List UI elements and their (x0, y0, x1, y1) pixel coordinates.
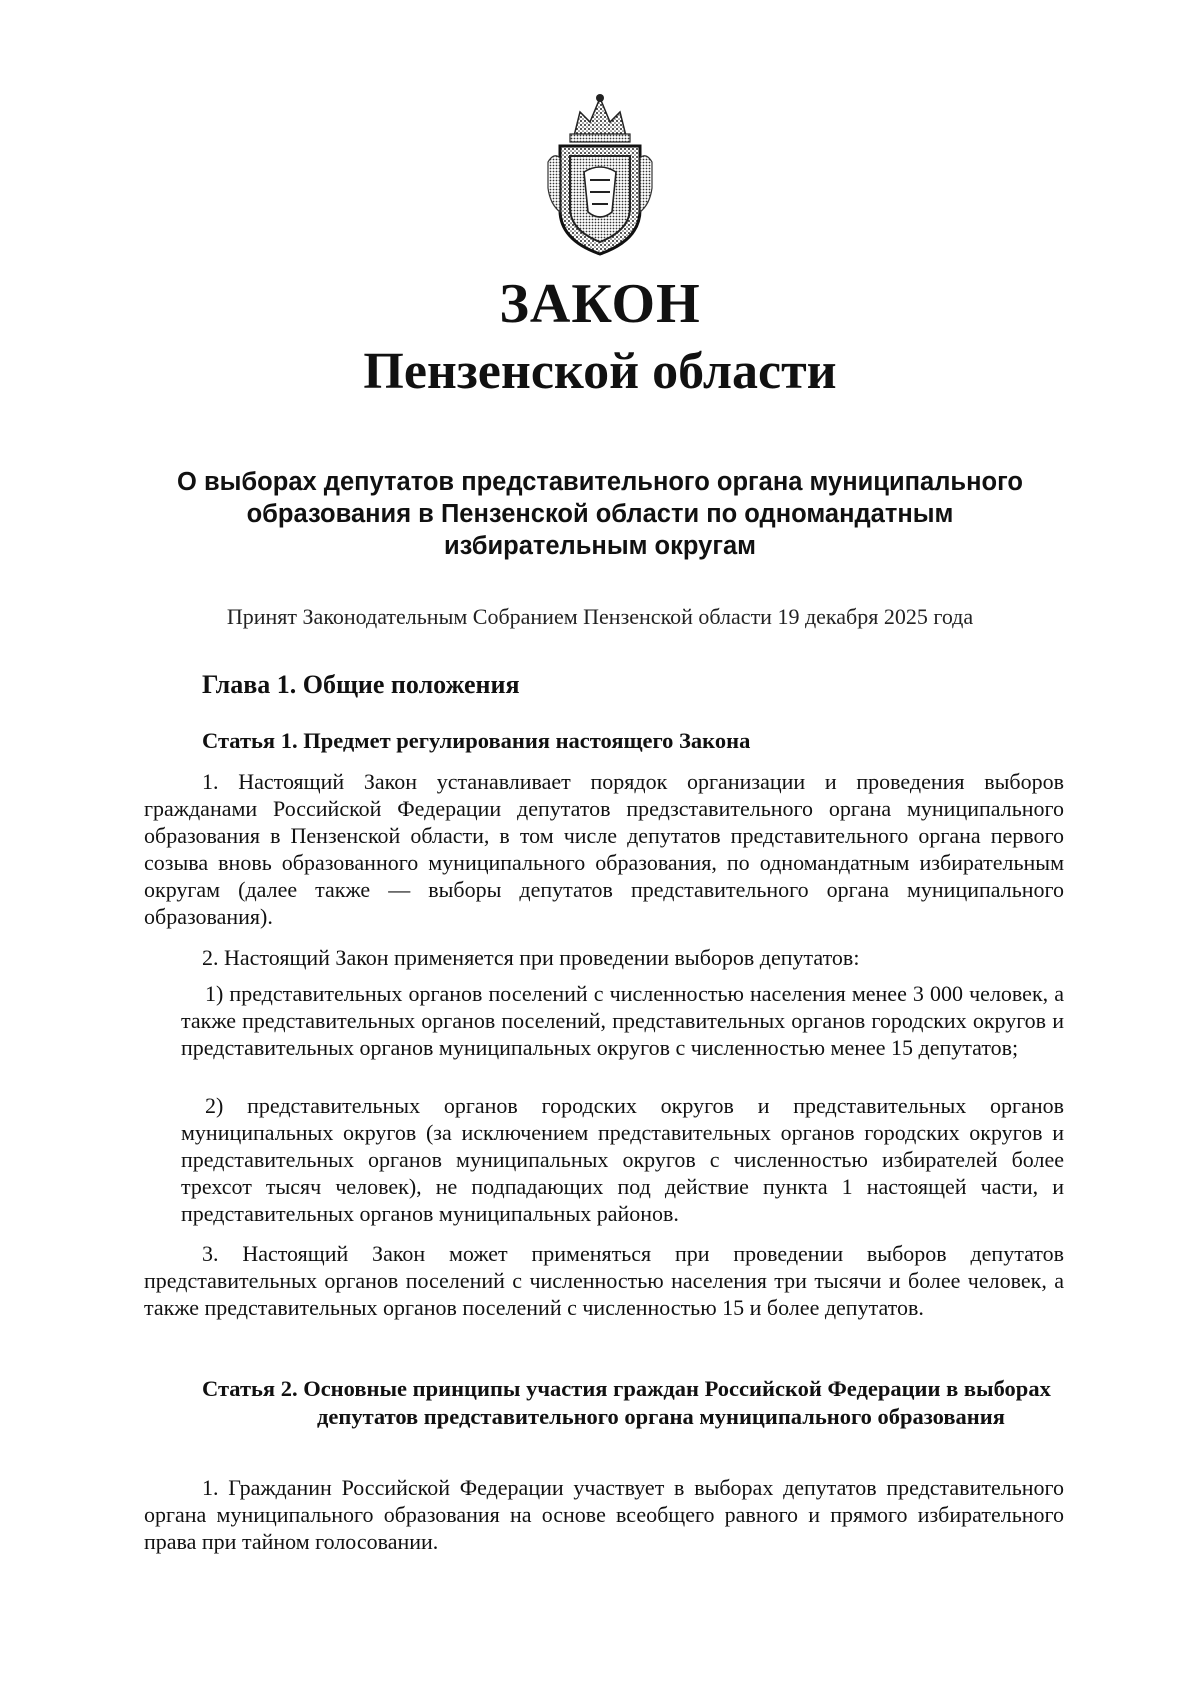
article-1-subpoint-2: 2) представительных органов городских округов и представительных органов муниципальных округов (за исключением представительных органов городских округов и представительных органов муниципальных округов с численностью избирателей более трехсот тысяч человек), не подпадающих под действие пункта 1 настоящей части, и представительных органов муниципальных районов. (181, 1093, 1064, 1226)
article-1-paragraph-2: 2. Настоящий Закон применяется при проведении выборов депутатов: (202, 945, 860, 970)
article-2-paragraph-1: 1. Гражданин Российской Федерации участвует в выборах депутатов представительного органа муниципального образования на основе всеобщего равного и прямого избирательного права при тайном голосовании. (144, 1475, 1064, 1554)
article-1-paragraph-1: 1. Настоящий Закон устанавливает порядок организации и проведения выборов гражданами Российской Федерации депутатов предзставительного органа муниципального образования в Пензенской области, в том числе депутатов представительного органа первого созыва вновь образованного муниципального образования, по одномандатным избирательным округам (далее также — выборы депутатов представительного органа муниципального образования). (144, 769, 1064, 929)
chapter-heading: Глава 1. Общие положения (202, 670, 520, 699)
coat-of-arms-icon (540, 92, 660, 260)
adoption-line: Принят Законодательным Собранием Пензенской области 19 декабря 2025 года (226, 604, 974, 629)
article-1-heading: Статья 1. Предмет регулирования настоящего Закона (202, 728, 751, 753)
article-1-subpoint-1: 1) представительных органов поселений с численностью населения менее 3 000 человек, а также представительных органов поселений, представительных органов городских округов и представительных органов муниципальных округов с численностью менее 15 депутатов; (181, 981, 1064, 1060)
law-title: ЗАКОН (499, 273, 701, 335)
article-2-heading: Статья 2. Основные принципы участия граждан Российской Федерации в выборах депутатов представительного органа муниципального образования (202, 1376, 1051, 1429)
law-subject: О выборах депутатов представительного органа муниципального образования в Пензенской области по одномандатным избирательным округам (177, 468, 1023, 560)
article-1-paragraph-3: 3. Настоящий Закон может применяться при проведении выборов депутатов представительных органов поселений с численностью населения три тысячи и более человек, а также представительных органов поселений с численностью 15 и более депутатов. (144, 1241, 1064, 1320)
law-region: Пензенской области (363, 343, 837, 400)
